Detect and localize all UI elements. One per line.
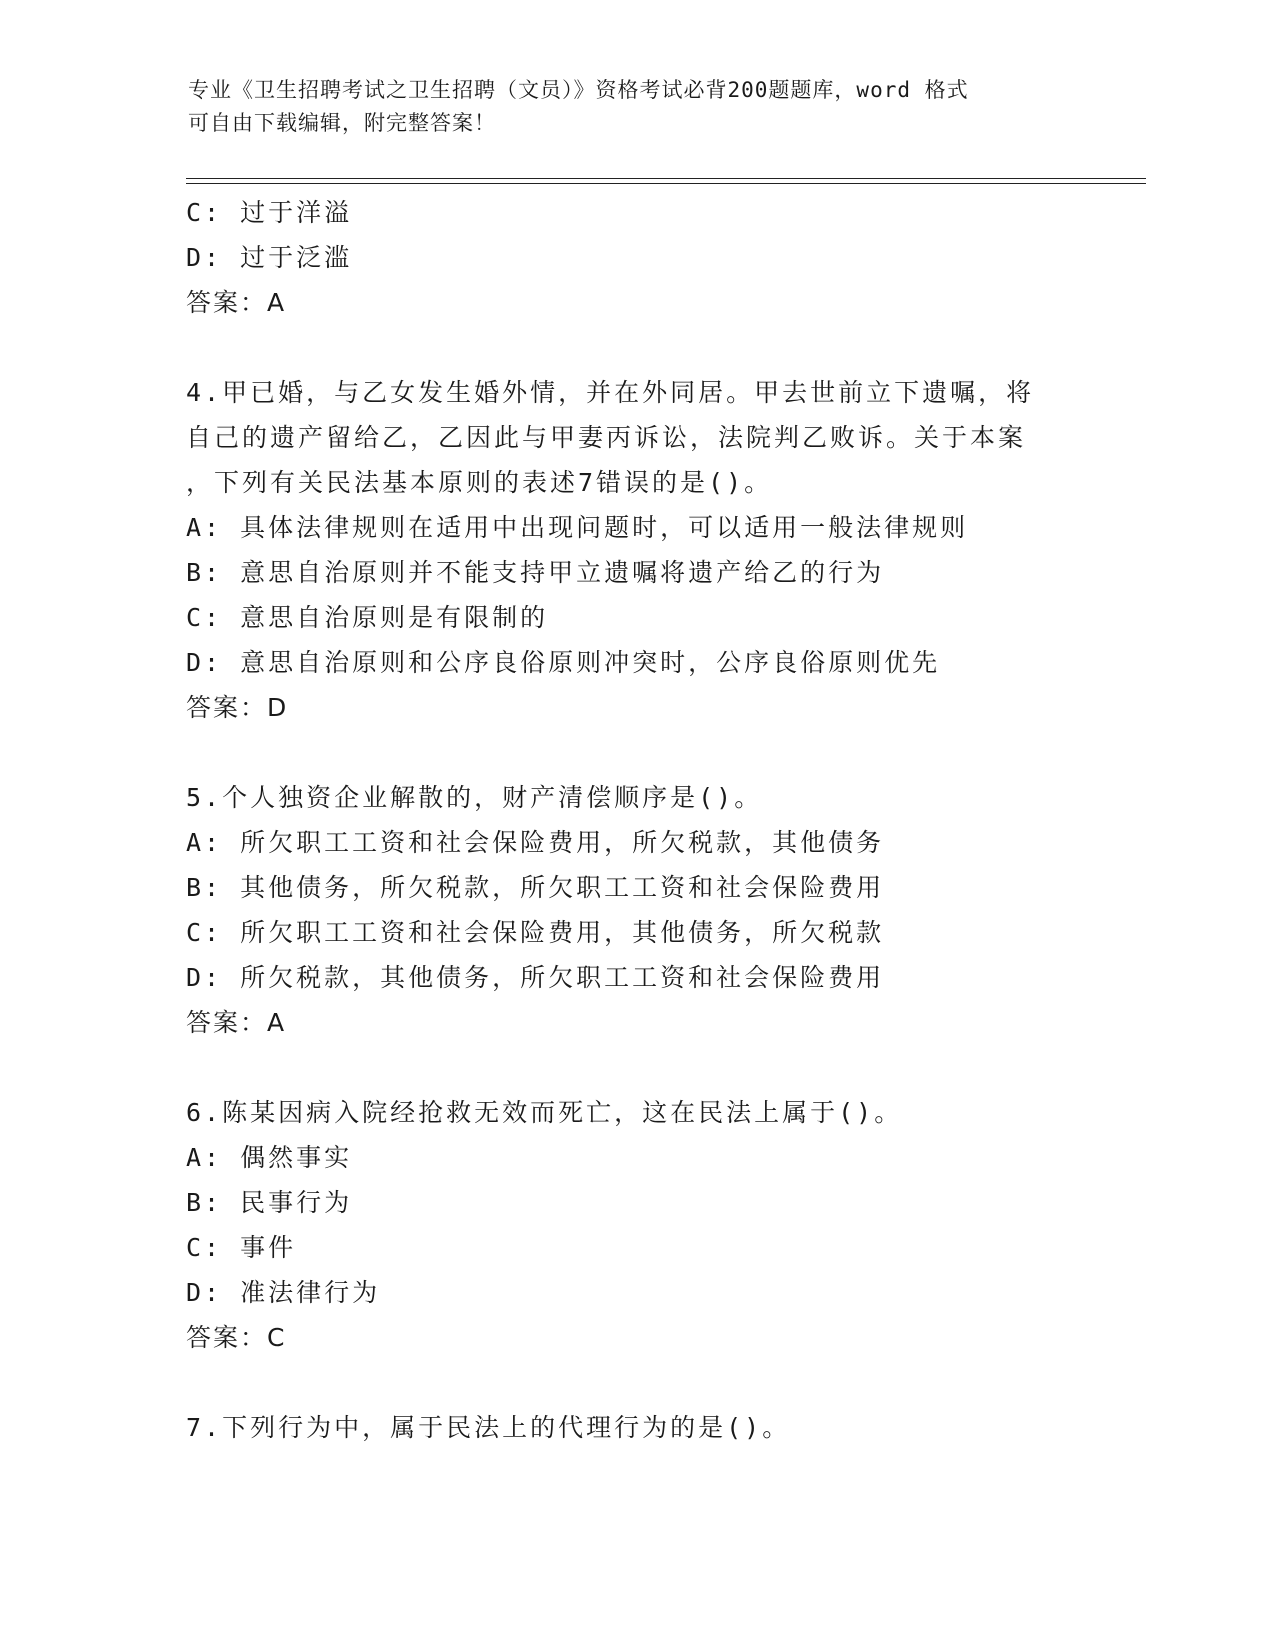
- answer: 答案：A: [186, 288, 287, 317]
- option-c: C: 过于洋溢: [186, 198, 353, 227]
- option-b: B: 其他债务，所欠税款，所欠职工工资和社会保险费用: [186, 873, 885, 902]
- header-line: 专业《卫生招聘考试之卫生招聘（文员）》资格考试必背200题题库，word 格式: [188, 78, 969, 102]
- header-rule-bottom: [186, 183, 1146, 184]
- option-c: C: 事件: [186, 1233, 297, 1262]
- option-b: B: 意思自治原则并不能支持甲立遗嘱将遗产给乙的行为: [186, 558, 885, 587]
- question-4: [186, 370, 1146, 730]
- spacer: [186, 1045, 1146, 1090]
- question-stem-line: 5.个人独资企业解散的，财产清偿顺序是()。: [186, 783, 763, 812]
- question-stem-line: 自己的遗产留给乙，乙因此与甲妻丙诉讼，法院判乙败诉。关于本案: [186, 423, 1027, 452]
- header-line: 可自由下载编辑，附完整答案！: [188, 111, 496, 135]
- spacer: [186, 325, 1146, 370]
- spacer: [186, 730, 1146, 775]
- question-stem-line: 4.甲已婚，与乙女发生婚外情，并在外同居。甲去世前立下遗嘱，将: [186, 378, 1035, 407]
- document-header: [188, 74, 1088, 140]
- option-a: A: 具体法律规则在适用中出现问题时，可以适用一般法律规则: [186, 513, 969, 542]
- question-7: [186, 1405, 1146, 1450]
- option-c: C: 所欠职工工资和社会保险费用，其他债务，所欠税款: [186, 918, 885, 947]
- answer: 答案：C: [186, 1323, 287, 1352]
- option-d: D: 所欠税款，其他债务，所欠职工工资和社会保险费用: [186, 963, 885, 992]
- spacer: [186, 1360, 1146, 1405]
- option-c: C: 意思自治原则是有限制的: [186, 603, 549, 632]
- question-5: [186, 775, 1146, 1045]
- header-rule-top: [186, 178, 1146, 179]
- question-stem-line: 7.下列行为中，属于民法上的代理行为的是()。: [186, 1413, 791, 1442]
- option-a: A: 所欠职工工资和社会保险费用，所欠税款，其他债务: [186, 828, 885, 857]
- question-list: [186, 190, 1146, 1450]
- option-d: D: 准法律行为: [186, 1278, 381, 1307]
- question-stem-line: ，下列有关民法基本原则的表述7错误的是()。: [186, 468, 773, 497]
- option-d: D: 过于泛滥: [186, 243, 353, 272]
- answer: 答案：A: [186, 1008, 287, 1037]
- answer: 答案：D: [186, 693, 289, 722]
- option-a: A: 偶然事实: [186, 1143, 353, 1172]
- option-b: B: 民事行为: [186, 1188, 353, 1217]
- option-d: D: 意思自治原则和公序良俗原则冲突时，公序良俗原则优先: [186, 648, 941, 677]
- question-stem-line: 6.陈某因病入院经抢救无效而死亡，这在民法上属于()。: [186, 1098, 903, 1127]
- previous-question-tail: [186, 190, 1146, 325]
- question-6: [186, 1090, 1146, 1360]
